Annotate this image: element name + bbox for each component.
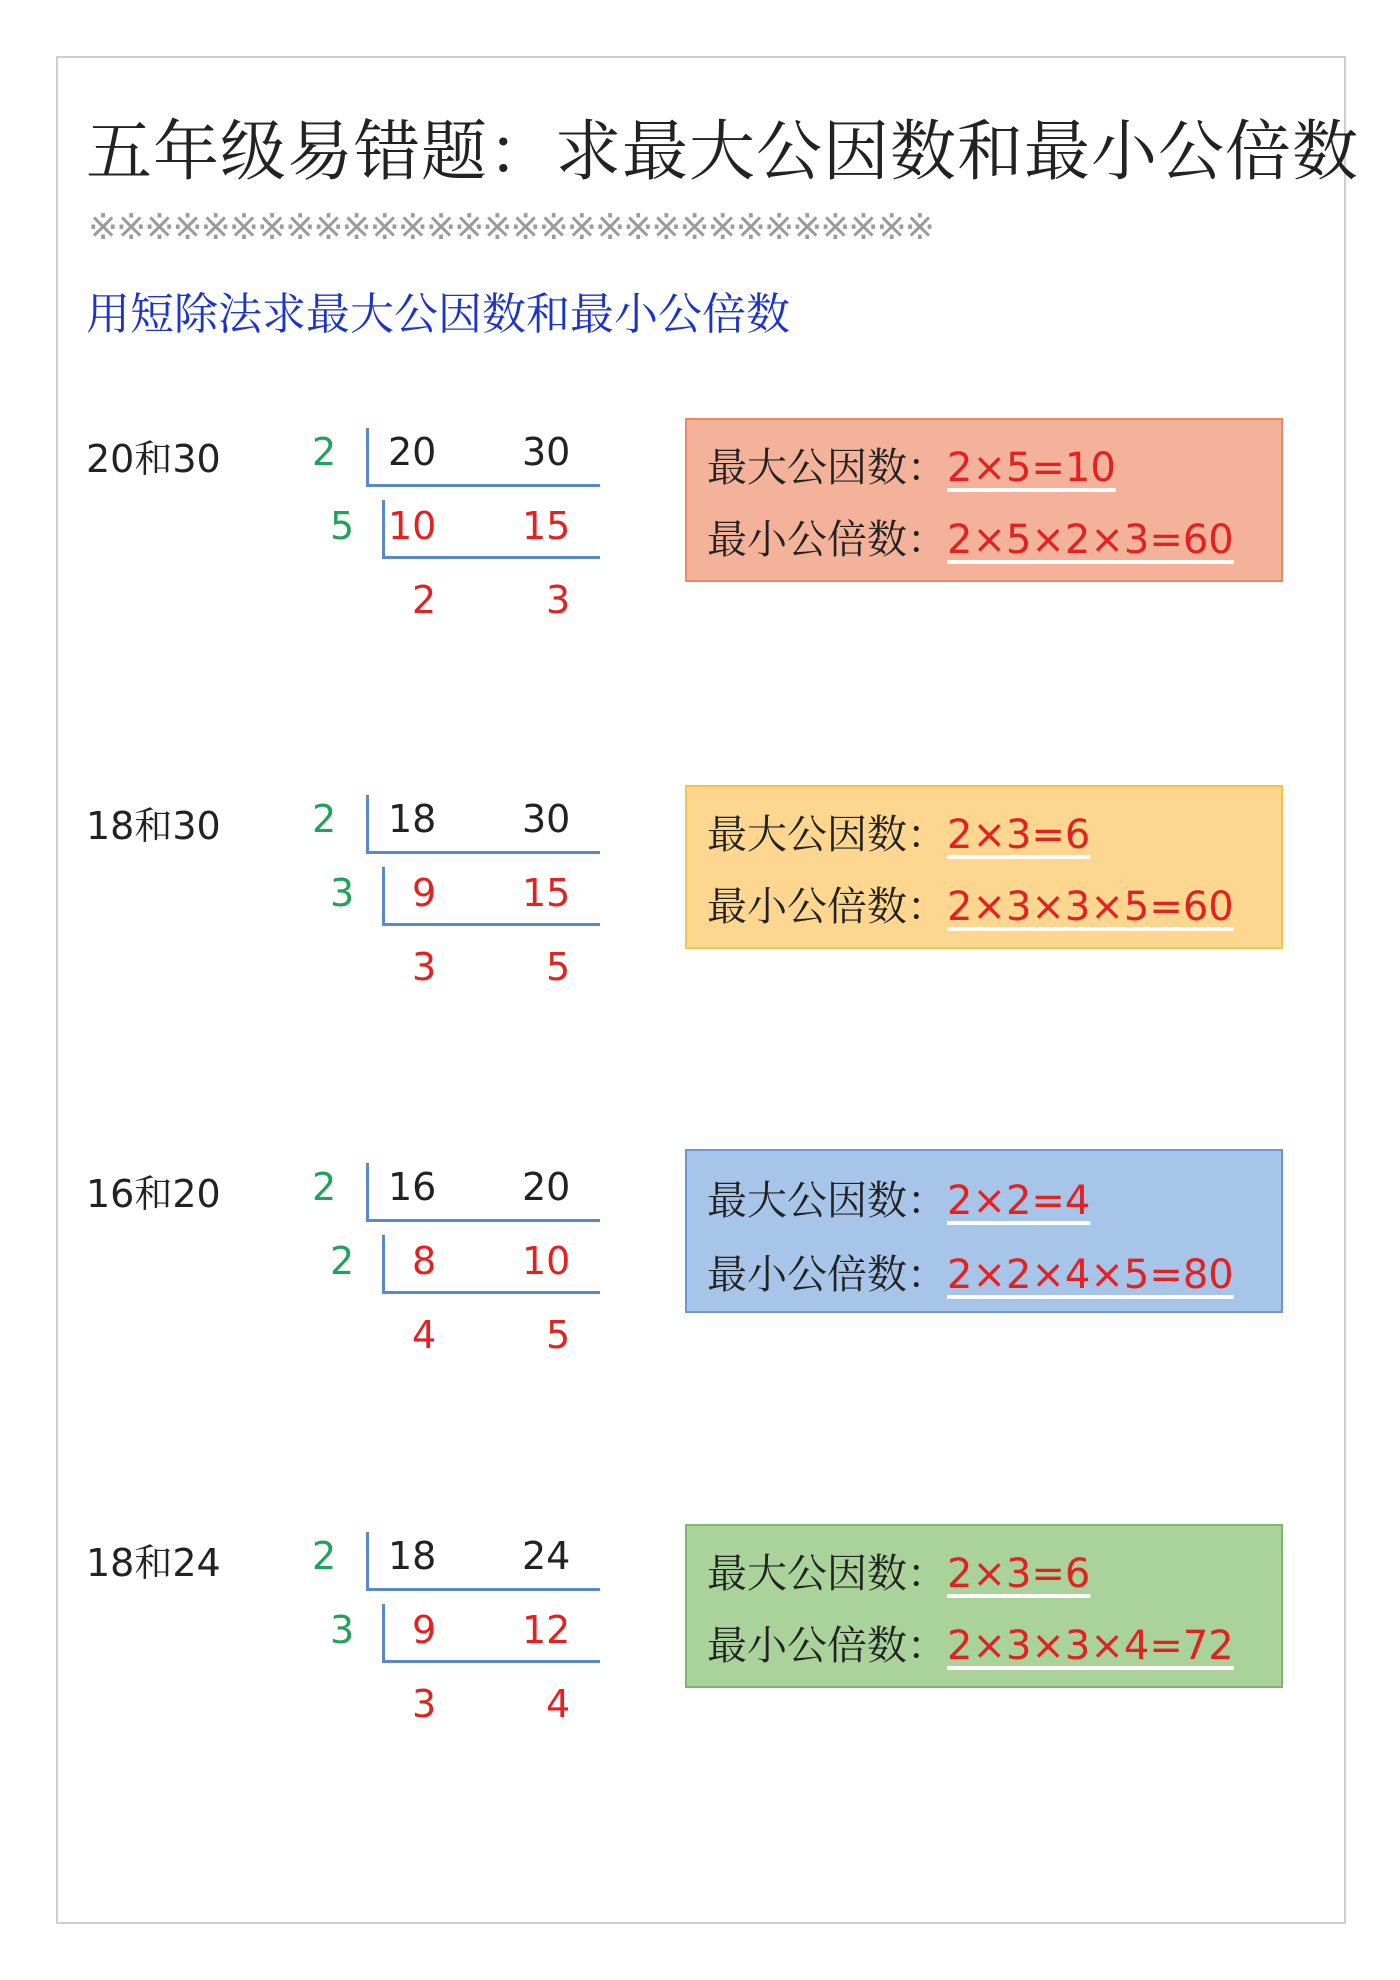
lcm-row	[707, 1614, 1234, 1671]
division-bracket-vertical	[366, 1532, 369, 1590]
lcm-row	[707, 508, 1234, 565]
gcd-row	[707, 436, 1116, 493]
divisor-2: 3	[330, 871, 355, 915]
gcd-value: 2×2=4	[947, 1178, 1091, 1224]
gcd-row	[707, 1169, 1090, 1226]
gcd-row	[707, 803, 1090, 860]
dividend-b: 24	[522, 1534, 571, 1578]
division-bracket-horizontal	[366, 1588, 600, 1591]
gcd-value: 2×3=6	[947, 812, 1091, 858]
quotient-b: 12	[522, 1608, 571, 1652]
problem-title: 18和24	[86, 1541, 221, 1585]
final-quotient-a: 3	[412, 1682, 437, 1726]
division-bracket-horizontal	[382, 1291, 600, 1294]
final-quotient-b: 4	[546, 1682, 571, 1726]
dividend-a: 16	[388, 1165, 437, 1209]
answer-box	[685, 1524, 1283, 1688]
gcd-label: 最大公因数：	[707, 1178, 947, 1224]
quotient-a: 9	[412, 871, 437, 915]
lcm-value: 2×2×4×5=80	[947, 1252, 1234, 1298]
problem-3	[0, 1163, 1400, 1413]
lcm-label: 最小公倍数：	[707, 884, 947, 930]
dividend-a: 20	[388, 430, 437, 474]
final-quotient-a: 3	[412, 945, 437, 989]
problem-1	[0, 428, 1400, 678]
gcd-row	[707, 1542, 1090, 1599]
division-bracket-vertical	[382, 867, 385, 925]
division-bracket-vertical	[366, 795, 369, 853]
division-bracket-horizontal	[366, 851, 600, 854]
quotient-b: 15	[522, 871, 571, 915]
divisor-1: 2	[312, 430, 337, 474]
lcm-label: 最小公倍数：	[707, 1252, 947, 1298]
divisor-2: 2	[330, 1239, 355, 1283]
divisor-1: 2	[312, 1534, 337, 1578]
answer-box	[685, 1149, 1283, 1313]
final-quotient-a: 4	[412, 1313, 437, 1357]
problem-title: 20和30	[86, 437, 221, 481]
lcm-row	[707, 1243, 1234, 1300]
lcm-value: 2×5×2×3=60	[947, 517, 1234, 563]
final-quotient-a: 2	[412, 578, 437, 622]
divisor-2: 5	[330, 504, 355, 548]
gcd-label: 最大公因数：	[707, 812, 947, 858]
section-subtitle: 用短除法求最大公因数和最小公倍数	[86, 289, 790, 340]
division-bracket-horizontal	[366, 484, 600, 487]
quotient-a: 9	[412, 1608, 437, 1652]
dividend-b: 30	[522, 797, 571, 841]
divisor-1: 2	[312, 1165, 337, 1209]
division-bracket-vertical	[366, 1163, 369, 1221]
divisor-2: 3	[330, 1608, 355, 1652]
lcm-value: 2×3×3×4=72	[947, 1623, 1234, 1669]
gcd-value: 2×3=6	[947, 1551, 1091, 1597]
answer-box	[685, 785, 1283, 949]
gcd-value: 2×5=10	[947, 445, 1116, 491]
dividend-b: 30	[522, 430, 571, 474]
answer-box	[685, 418, 1283, 582]
quotient-a: 8	[412, 1239, 437, 1283]
division-bracket-horizontal	[382, 556, 600, 559]
division-bracket-vertical	[382, 500, 385, 558]
divisor-1: 2	[312, 797, 337, 841]
problem-4	[0, 1532, 1400, 1782]
lcm-label: 最小公倍数：	[707, 517, 947, 563]
division-bracket-vertical	[382, 1235, 385, 1293]
dividend-b: 20	[522, 1165, 571, 1209]
division-bracket-horizontal	[382, 923, 600, 926]
lcm-label: 最小公倍数：	[707, 1623, 947, 1669]
gcd-label: 最大公因数：	[707, 445, 947, 491]
quotient-b: 10	[522, 1239, 571, 1283]
dividend-a: 18	[388, 1534, 437, 1578]
problem-2	[0, 795, 1400, 1045]
final-quotient-b: 5	[546, 945, 571, 989]
page-title: 五年级易错题：求最大公因数和最小公倍数	[86, 113, 1359, 190]
division-bracket-vertical	[382, 1604, 385, 1662]
lcm-value: 2×3×3×5=60	[947, 884, 1234, 930]
division-bracket-horizontal	[366, 1219, 600, 1222]
division-bracket-horizontal	[382, 1660, 600, 1663]
lcm-row	[707, 875, 1234, 932]
dividend-a: 18	[388, 797, 437, 841]
quotient-b: 15	[522, 504, 571, 548]
final-quotient-b: 3	[546, 578, 571, 622]
gcd-label: 最大公因数：	[707, 1551, 947, 1597]
division-bracket-vertical	[366, 428, 369, 486]
quotient-a: 10	[388, 504, 437, 548]
problem-title: 16和20	[86, 1172, 221, 1216]
problem-title: 18和30	[86, 804, 221, 848]
final-quotient-b: 5	[546, 1313, 571, 1357]
decorative-divider: ※※※※※※※※※※※※※※※※※※※※※※※※※※※※※※	[88, 207, 933, 248]
